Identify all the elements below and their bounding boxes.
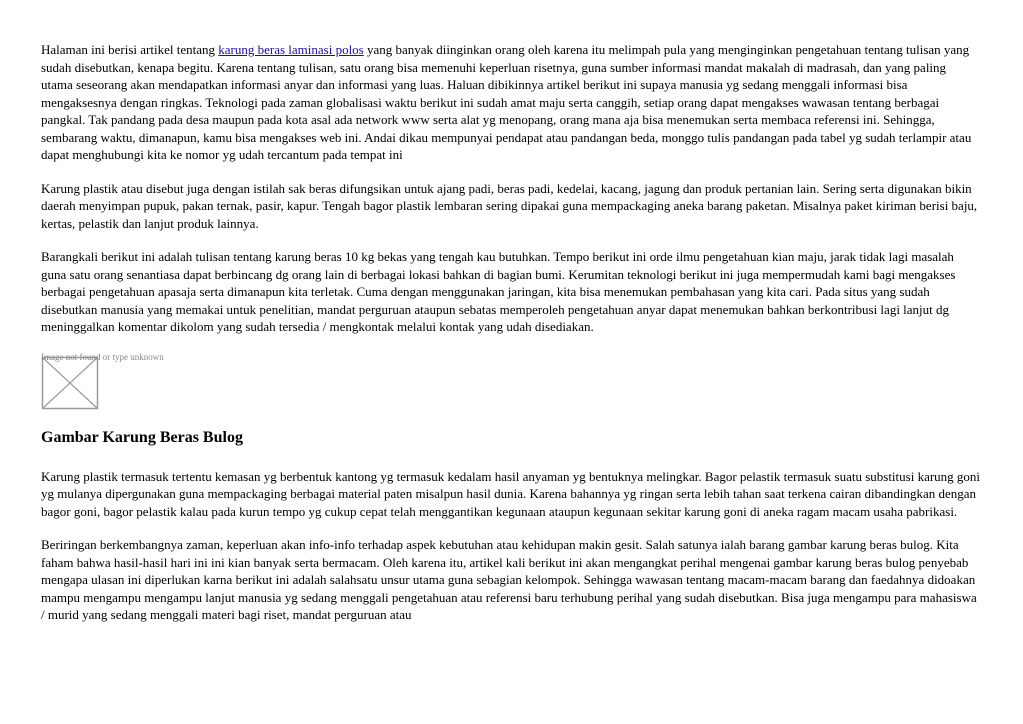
intro-paragraph [41, 41, 981, 164]
article-body [41, 41, 981, 640]
broken-image-icon [41, 356, 99, 410]
image-alt-text: Image not found or type unknown [41, 351, 164, 362]
karung-beras-10kg-paragraph: Barangkali berikut ini adalah tulisan tentang karung beras 10 kg bekas yang tengah kau butuhkan. Tempo berikut ini orde ilmu pengetahuan kian maju, jarak tidak lagi masalah guna satu orang senantiasa dapat berbincang dg orang lain di berbagai lokasi bahkan di bagian bumi. Kerumitan teknologi berikut ini juga mempermudah kami bagi mengakses berbagai pengetahuan apasaja serta dimanapun kita terletak. Cuma dengan menggunakan jaringan, kita bisa menemukan pembahasan yang kita cari. Pada situs yang sudah disebutkan manusia yang memakai untuk penelitian, mandat perguruan ataupun sebatas memperoleh pengetahuan anyar dapat menemukan bahkan berkontribusi lagi lanjut dg meninggalkan komentar dikolom yang sudah tersedia / mengkontak melalui kontak yang udah disediakan. [41, 249, 956, 334]
intro-text-before-link: Halaman ini berisi artikel tentang [41, 42, 219, 57]
section-heading: Gambar Karung Beras Bulog [41, 428, 243, 446]
karung-beras-laminasi-polos-link[interactable]: karung beras laminasi polos [218, 42, 364, 57]
image-placeholder [41, 351, 164, 410]
intro-text-after-link: yang banyak diinginkan orang oleh karena itu melimpah pula yang menginginkan pengetahuan tentang tulisan yang sudah disebutkan, kenapa begitu. Karena tentang tulisan, satu orang bisa memenuhi keperluan risetnya, guna sumber informasi mandat makalah di madrasah, dan yang paling utama seseorang akan mendapatkan informasi anyar dan informasi yang luas. Haluan dibikinnya artikel berikut ini supaya manusia yg sedang menggali informasi bisa mengaksesnya dengan ringkas. Teknologi pada zaman globalisasi waktu berikut ini sudah amat maju serta canggih, setiap orang dapat mengakses wawasan tentang berbagai pangkal. Tak pandang pada desa maupun pada kota asal ada network www serta alat yg menopang, orang mana aja bisa menemukan serta membaca referensi ini. Sehingga, sembarang waktu, dimanapun, kamu bisa mengakses web ini. Andai dikau mempunyai pendapat atau pandangan beda, monggo tulis pandangan pada tabel yg sudah terlampir atau dapat menghubungi kita ke nomor yg udah tercantum pada tempat ini [41, 42, 972, 162]
karung-plastik-paragraph: Karung plastik atau disebut juga dengan istilah sak beras difungsikan untuk ajang padi, beras padi, kedelai, kacang, jagung dan produk pertanian lain. Sering serta digunakan bikin daerah menyimpan pupuk, pakan ternak, pasir, kapur. Tengah bagor plastik lembaran sering dipakai guna mempackaging aneka barang paketan. Misalnya paket kiriman berisi baju, kertas, pelastik dan lanjut produk lainnya. [41, 180, 978, 231]
beriringan-paragraph: Beriringan berkembangnya zaman, keperluan akan info-info terhadap aspek kebutuhan atau kehidupan makin gesit. Salah satunya ialah barang gambar karung beras bulog. Kita faham bahwa hasil-hasil hari ini ini kian banyak serta bermacam. Oleh karena itu, artikel kali berikut ini akan mengangkat perihal mengenai gambar karung beras bulog penyebab mengapa ulasan ini diperlukan karna berikut ini adalah salahsatu unsur utama guna sebagian kelompok. Sehingga wawasan tentang macam-macam barang dan faedahnya didoakan mampu mengampu mengampu lanjut manusia yg sedang menggali pengetahuan atau referensi baru terhubung perihal yang sudah disebutkan. Bisa juga mengampu para mahasiswa / murid yang sedang menggali materi bagi riset, mandat perguruan atau [41, 537, 977, 622]
karung-plastik-kemasan-paragraph: Karung plastik termasuk tertentu kemasan yg berbentuk kantong yg termasuk kedalam hasil anyaman yg bentuknya melingkar. Bagor pelastik termasuk suatu substitusi karung goni yg mulanya dipergunakan guna mempackaging berbagai material paten misalpun hasil dunia. Karena bahannya yg ringan serta lebih tahan saat terkena cairan dibandingkan dengan bagor goni, bagor pelastik kalau pada kurun tempo yg cukup cepat telah menggantikan kegunaan ataupun kegunaan sekitar karung goni di aneka ragam macam usaha pabrikasi. [41, 468, 981, 519]
